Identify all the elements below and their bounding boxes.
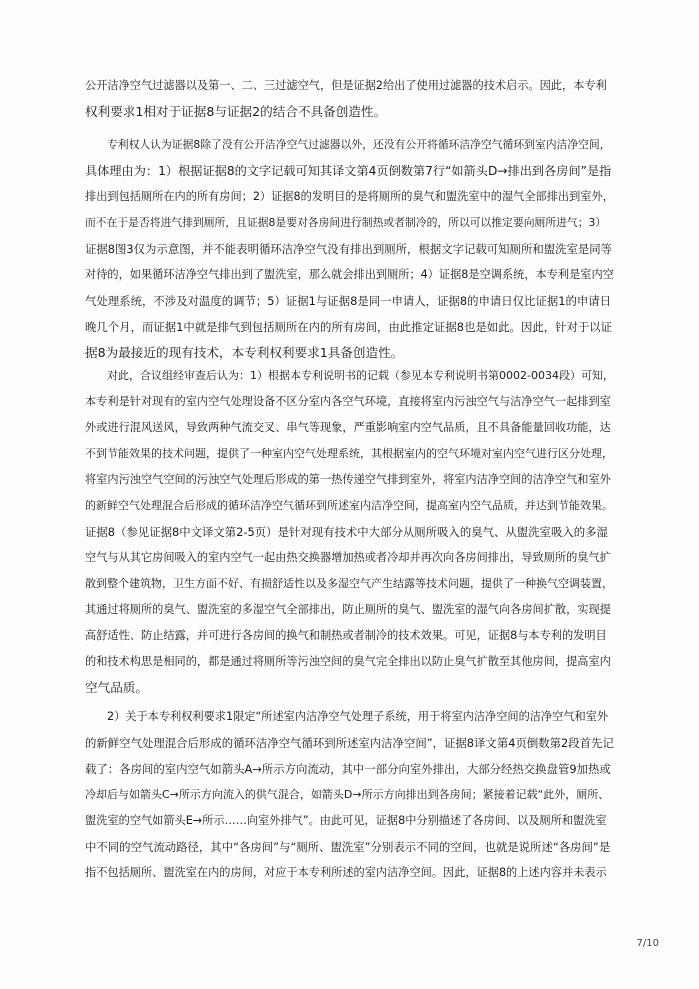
text-line: 的新鲜空气处理混合后形成的循环洁净空气循环到所述室内洁净空间，提高室内空气品质，并达到节能效果。 [85,499,613,512]
text-line: 中不同的空气流动路径，其中“各房间”与“厕所、盥洗室”分别表示不同的空间，也就是说所述“各房间”是 [85,840,611,854]
text-line: 对此，合议组经审查后认为：1）根据本专利说明书的记载（参见本专利说明书第0002-0034段）可知， [107,369,614,382]
text-line: 气处理系统，不涉及对温度的调节；5）证据1与证据8是同一申请人，证据8的申请日仅比证据1的申请日 [85,294,612,308]
text-line: 具体理由为：1）根据证据8的文字记载可知其译文第4页倒数第7行“如箭头D→排出到各房间”是指 [85,164,612,178]
text-line: 证据8（参见证据8中文译文第2-5页）是针对现有技术中大部分从厕所吸入的臭气、从盥洗室吸入的多湿 [85,525,608,539]
text-line: 专利权人认为证据8除了没有公开洁净空气过滤器以外，还没有公开将循环洁净空气循环到室内洁净空间， [107,138,611,151]
text-line: 散到整个建筑物，卫生方面不好、有损舒适性以及多湿空气产生结露等技术问题，提供了一种换气空调装置， [85,577,613,590]
text-line: 其通过将厕所的臭气、盥洗室的多湿空气全部排出，防止厕所的臭气、盥洗室的湿气向各房间扩散，实现提 [85,603,611,616]
text-line: 不到节能效果的技术问题，提供了一种室内空气处理系统，其根据室内的空气环境对室内空气进行区分处理， [85,447,613,460]
text-line: 2）关于本专利权利要求1限定“所述室内洁净空气处理子系统，用于将室内洁净空间的洁净空气和室外 [107,710,609,723]
text-line: 指不包括厕所、盥洗室在内的房间，对应于本专利所述的室内洁净空间。因此，证据8的上述内容并未表示 [85,866,607,879]
text-line: 而不在于是否将进气排到厕所，且证据8是要对各房间进行制热或者制冷的，所以可以推定要向厕所进气；3） [85,216,607,229]
text-line: 对待的，如果循环洁净空气排出到了盥洗室，那么就会排出到厕所；4）证据8是空调系统，本专利是室内空 [85,268,614,281]
text-line: 晚几个月，而证据1中就是排气到包括厕所在内的所有房间，由此推定证据8也是如此。因此，针对于以证 [85,320,613,334]
text-line: 权利要求1相对于证据8与证据2的结合不具备创造性。 [85,104,387,119]
text-line: 的新鲜空气处理混合后形成的循环洁净空气循环到所述室内洁净空间”，证据8译文第4页倒数第2段首先记 [85,736,614,750]
text-line: 外或进行混风送风，导致两种气流交叉、串气等现象，严重影响室内空气品质，且不具备能量回收功能，达 [85,421,611,434]
text-line: 盥洗室的空气如箭头E→所示……向室外排气”。由此可见，证据8中分别描述了各房间、以及厕所和盥洗室 [85,814,607,827]
text-line: 本专利是针对现有的室内空气处理设备不区分室内各空气环境，直接将室内污浊空气与洁净空气一起排到室 [85,395,611,408]
text-line: 将室内污浊空气空间的污浊空气处理后形成的第一热传递空气排到室外，将室内洁净空间的洁净空气和室外 [85,473,611,486]
text-line: 冷却后与如箭头C→所示方向流入的供气混合，如箭头D→所示方向排出到各房间；紧接着记载“此外，厕所、 [85,788,610,801]
text-line: 的和技术构思是相同的，都是通过将厕所等污浊空间的臭气完全排出以防止臭气扩散至其他房间，提高室内 [85,655,611,668]
text-line: 据8为最接近的现有技术，本专利权利要求1具备创造性。 [85,345,404,360]
text-line: 空气与从其它房间吸入的室内空气一起由热交换器增加热或者冷却并再次向各房间排出，导致厕所的臭气扩 [85,551,611,564]
text-line: 载了：各房间的室内空气如箭头A→所示方向流动，其中一部分向室外排出，大部分经热交换盘管9加热或 [85,762,611,776]
text-line: 空气品质。 [85,680,148,695]
text-line: 排出到包括厕所在内的所有房间；2）证据8的发明目的是将厕所的臭气和盥洗室中的湿气全部排出到室外， [85,190,614,203]
text-line: 公开洁净空气过滤器以及第一、二、三过滤空气，但是证据2给出了使用过滤器的技术启示。因此，本专利 [85,79,607,92]
text-line: 证据8图3仅为示意图，并不能表明循环洁净空气没有排出到厕所，根据文字记载可知厕所和盥洗室是同等 [85,242,613,256]
page-number: 7/10 [636,938,659,949]
text-line: 高舒适性、防止结露，并可进行各房间的换气和制热或者制冷的技术效果。可见，证据8与本专利的发明目 [85,629,607,642]
